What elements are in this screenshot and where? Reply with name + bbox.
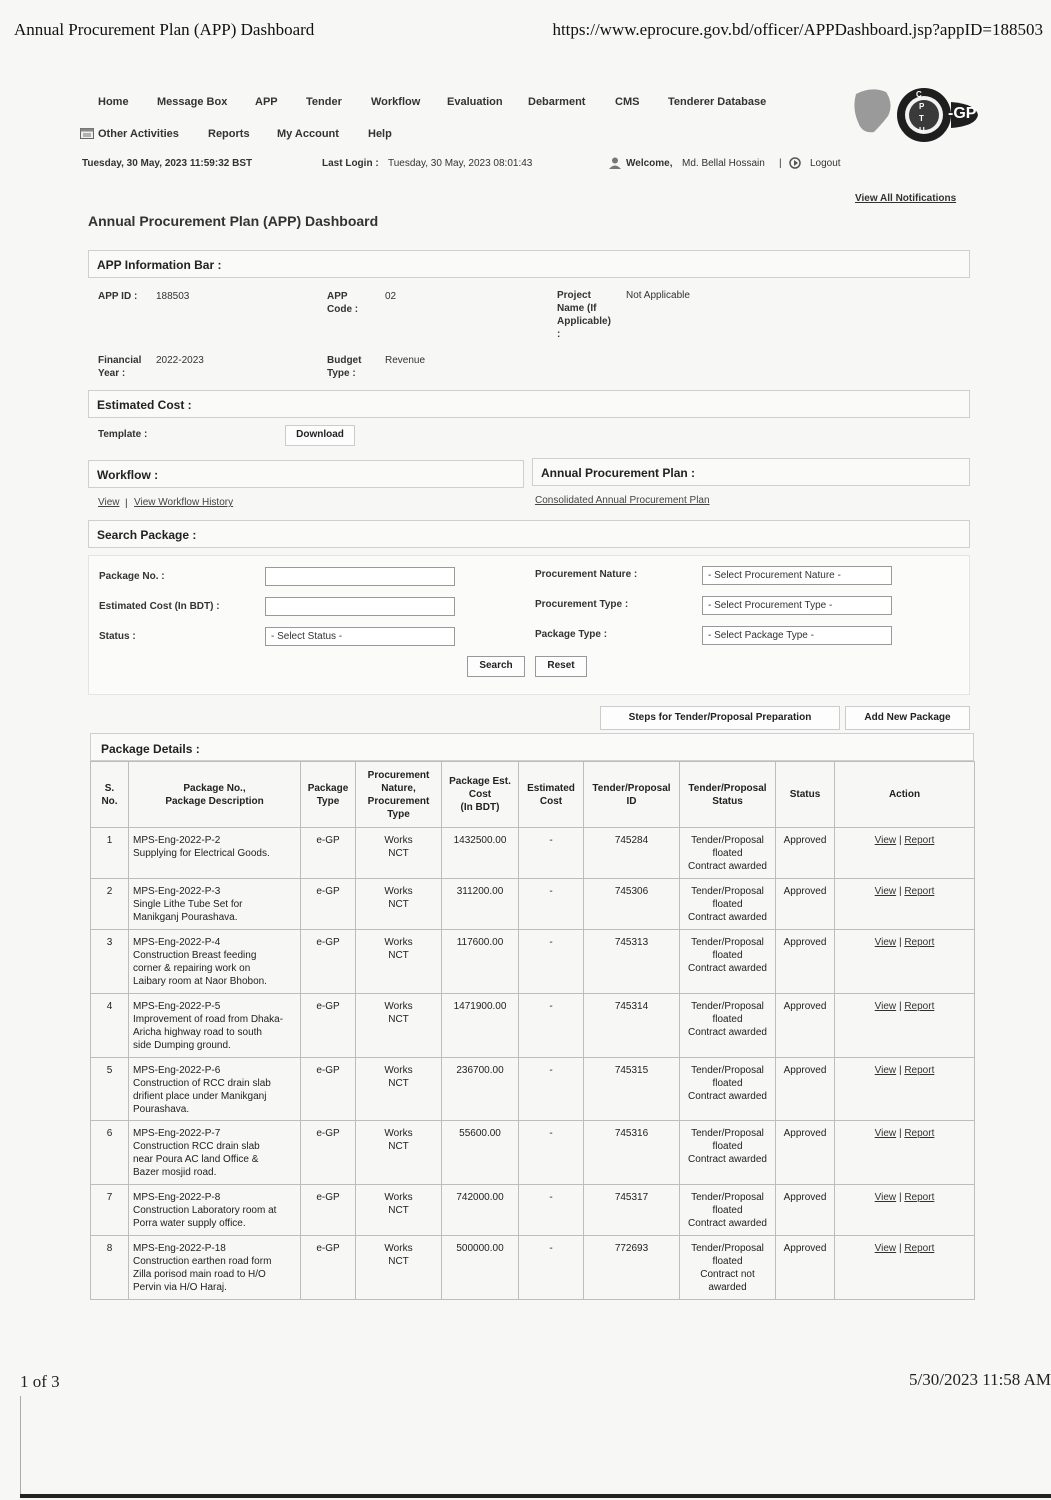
menu-debarment[interactable]: Debarment [528, 96, 586, 108]
logo-letter-u: U [919, 126, 925, 135]
cell-sno: 3 [91, 930, 129, 994]
budget-type-value: Revenue [385, 355, 426, 366]
logo-letter-t: T [919, 114, 924, 123]
table-row [91, 1058, 975, 1121]
cell-action: View | Report [835, 994, 975, 1058]
view-link[interactable]: View [874, 1001, 897, 1012]
steps-tender-preparation-button[interactable]: Steps for Tender/Proposal Preparation [600, 706, 840, 730]
cell-action: View | Report [835, 1236, 975, 1300]
budget-type-label-line2: Type : [327, 368, 356, 379]
cell-tender-id: 745317 [584, 1185, 680, 1236]
view-link[interactable]: View [874, 1128, 897, 1139]
project-label-line1: Project [557, 290, 591, 301]
report-link[interactable]: Report [904, 1243, 935, 1254]
cell-procurement-nature: Works NCT [356, 1121, 442, 1185]
cell-tender-id: 745284 [584, 828, 680, 879]
procurement-nature-select[interactable]: - Select Procurement Nature - [702, 566, 892, 585]
menu-workflow[interactable]: Workflow [371, 96, 421, 108]
project-label-line2: Name (If [557, 303, 597, 314]
cell-tender-status: Tender/Proposal floated Contract awarded [680, 879, 776, 930]
print-page-number: 1 of 3 [20, 1372, 60, 1391]
col-header-tender-id: Tender/Proposal ID [584, 762, 680, 828]
col-header-status: Status [776, 762, 835, 828]
cell-estimated-cost: - [519, 1236, 584, 1300]
report-link[interactable]: Report [904, 1192, 935, 1203]
package-no-label: Package No. : [99, 571, 165, 582]
procurement-nature-label: Procurement Nature : [535, 569, 638, 580]
template-label: Template : [98, 429, 148, 440]
col-header-estimated-cost: Estimated Cost [519, 762, 584, 828]
cell-est-cost: 55600.00 [442, 1121, 519, 1185]
table-row [91, 828, 975, 879]
cell-tender-status: Tender/Proposal floated Contract awarded [680, 1185, 776, 1236]
cell-tender-id: 745314 [584, 994, 680, 1058]
cell-estimated-cost: - [519, 1121, 584, 1185]
report-link[interactable]: Report [904, 1128, 935, 1139]
info-separator: | [779, 158, 782, 169]
menu-other-activities[interactable]: Other Activities [98, 128, 179, 140]
package-no-input[interactable] [265, 567, 455, 586]
calendar-icon [80, 127, 94, 142]
cell-tender-id: 745313 [584, 930, 680, 994]
budget-type-label-line1: Budget [327, 355, 362, 366]
cell-tender-status: Tender/Proposal floated Contract awarded [680, 994, 776, 1058]
package-details-table [90, 761, 975, 1300]
cell-package-type: e-GP [301, 994, 356, 1058]
cell-procurement-nature: Works NCT [356, 1236, 442, 1300]
cell-est-cost: 236700.00 [442, 1058, 519, 1121]
report-link[interactable]: Report [904, 937, 935, 948]
cell-sno: 5 [91, 1058, 129, 1121]
scan-bottom-edge [20, 1494, 1051, 1498]
cell-est-cost: 1471900.00 [442, 994, 519, 1058]
cell-package: MPS-Eng-2022-P-3 Single Lithe Tube Set for Manikganj Pourashava. [129, 879, 301, 930]
cell-tender-status: Tender/Proposal floated Contract awarded [680, 1058, 776, 1121]
welcome-user-name: Md. Bellal Hossain [682, 158, 765, 169]
view-link[interactable]: View [874, 886, 897, 897]
cell-package-type: e-GP [301, 1058, 356, 1121]
menu-home[interactable]: Home [98, 96, 129, 108]
print-header [14, 20, 1043, 44]
view-link[interactable]: View [874, 1192, 897, 1203]
user-icon [608, 156, 622, 173]
cell-status: Approved [776, 994, 835, 1058]
report-link[interactable]: Report [904, 835, 935, 846]
table-row [91, 930, 975, 994]
last-login-value: Tuesday, 30 May, 2023 08:01:43 [388, 158, 533, 169]
report-link[interactable]: Report [904, 886, 935, 897]
table-header-row [91, 762, 975, 828]
package-type-label: Package Type : [535, 629, 608, 640]
cell-tender-id: 745316 [584, 1121, 680, 1185]
package-details-title: Package Details : [90, 733, 974, 761]
print-page-title: Annual Procurement Plan (APP) Dashboard [14, 20, 315, 39]
app-id-label: APP ID : [98, 291, 138, 302]
view-link[interactable]: View [874, 835, 897, 846]
print-page-url: https://www.eprocure.gov.bd/officer/APPDashboard.jsp?appID=188503 [552, 20, 1043, 39]
cell-estimated-cost: - [519, 1058, 584, 1121]
app-code-value: 02 [385, 291, 397, 302]
cell-status: Approved [776, 1185, 835, 1236]
project-label-line4: : [557, 329, 561, 340]
menu-help[interactable]: Help [368, 128, 392, 140]
cell-action: View | Report [835, 828, 975, 879]
cell-package: MPS-Eng-2022-P-5 Improvement of road from Dhaka- Aricha highway road to south side Dumping ground. [129, 994, 301, 1058]
cell-package: MPS-Eng-2022-P-8 Construction Laboratory room at Porra water supply office. [129, 1185, 301, 1236]
cell-action: View | Report [835, 1121, 975, 1185]
cell-action: View | Report [835, 1058, 975, 1121]
menu-my-account[interactable]: My Account [277, 128, 339, 140]
cell-tender-id: 745315 [584, 1058, 680, 1121]
cell-sno: 2 [91, 879, 129, 930]
col-header-package: Package No., Package Description [129, 762, 301, 828]
app-code-label-line2: Code : [327, 304, 359, 315]
cell-package: MPS-Eng-2022-P-7 Construction RCC drain slab near Poura AC land Office & Bazer mosjid road. [129, 1121, 301, 1185]
workflow-title: Workflow : [97, 468, 159, 482]
logo-text: -GP [948, 105, 977, 122]
workflow-view-link[interactable]: View [98, 497, 120, 508]
cell-sno: 4 [91, 994, 129, 1058]
table-row [91, 994, 975, 1058]
annual-procurement-plan-title: Annual Procurement Plan : [541, 466, 696, 480]
package-details-section [90, 733, 974, 1300]
cell-procurement-nature: Works NCT [356, 1185, 442, 1236]
financial-year-label-line1: Financial [98, 355, 142, 366]
table-row [91, 1236, 975, 1300]
cell-estimated-cost: - [519, 994, 584, 1058]
estimated-cost-bdt-label: Estimated Cost (In BDT) : [99, 601, 220, 612]
menu-tender[interactable]: Tender [306, 96, 342, 108]
view-all-notifications-link[interactable]: View All Notifications [855, 193, 957, 204]
print-datetime: 5/30/2023 11:58 AM [909, 1370, 1051, 1389]
report-link[interactable]: Report [904, 1001, 935, 1012]
search-package-title: Search Package : [97, 528, 197, 542]
cell-est-cost: 742000.00 [442, 1185, 519, 1236]
search-button[interactable]: Search [467, 656, 525, 677]
app-code-label-line1: APP [327, 291, 348, 302]
cell-procurement-nature: Works NCT [356, 930, 442, 994]
view-workflow-history-link[interactable]: View Workflow History [134, 497, 234, 508]
cell-status: Approved [776, 1236, 835, 1300]
scan-edge-line [20, 1396, 21, 1494]
cell-status: Approved [776, 828, 835, 879]
cell-package-type: e-GP [301, 1185, 356, 1236]
procurement-type-select[interactable]: - Select Procurement Type - [702, 596, 892, 615]
cell-tender-status: Tender/Proposal floated Contract awarded [680, 930, 776, 994]
cell-action: View | Report [835, 1185, 975, 1236]
cell-est-cost: 1432500.00 [442, 828, 519, 879]
app-info-bar [88, 250, 970, 278]
cell-package: MPS-Eng-2022-P-6 Construction of RCC drain slab drifient place under Manikganj Pourashava. [129, 1058, 301, 1121]
financial-year-label-line2: Year : [98, 368, 126, 379]
cell-estimated-cost: - [519, 930, 584, 994]
table-row [91, 1121, 975, 1185]
cell-package: MPS-Eng-2022-P-18 Construction earthen road form Zilla porisod main road to H/O Pervin via H/O Haraj. [129, 1236, 301, 1300]
cell-est-cost: 117600.00 [442, 930, 519, 994]
cell-procurement-nature: Works NCT [356, 1058, 442, 1121]
project-name-value: Not Applicable [626, 290, 690, 301]
cell-status: Approved [776, 1058, 835, 1121]
cell-package-type: e-GP [301, 930, 356, 994]
cell-tender-status: Tender/Proposal floated Contract not awarded [680, 1236, 776, 1300]
cell-sno: 1 [91, 828, 129, 879]
estimated-cost-bar [88, 390, 970, 418]
cell-package: MPS-Eng-2022-P-4 Construction Breast feeding corner & repairing work on Laibary room at Naor Bhobon. [129, 930, 301, 994]
page-title: Annual Procurement Plan (APP) Dashboard [88, 213, 379, 229]
menu-message-box[interactable]: Message Box [157, 96, 228, 108]
egp-logo [852, 84, 980, 146]
report-link[interactable]: Report [904, 1065, 935, 1076]
cell-estimated-cost: - [519, 1185, 584, 1236]
view-link[interactable]: View [874, 1243, 897, 1254]
cell-tender-status: Tender/Proposal floated Contract awarded [680, 828, 776, 879]
estimated-cost-input[interactable] [265, 597, 455, 616]
logout-icon [789, 157, 802, 172]
cell-tender-status: Tender/Proposal floated Contract awarded [680, 1121, 776, 1185]
workflow-link-separator: | [125, 498, 128, 509]
logout-link[interactable]: Logout [810, 158, 841, 169]
last-login-label: Last Login : [322, 158, 379, 169]
cell-package-type: e-GP [301, 879, 356, 930]
cell-package-type: e-GP [301, 1121, 356, 1185]
cell-status: Approved [776, 930, 835, 994]
cell-est-cost: 311200.00 [442, 879, 519, 930]
workflow-bar [88, 460, 524, 488]
table-row [91, 879, 975, 930]
cell-procurement-nature: Works NCT [356, 879, 442, 930]
status-label: Status : [99, 631, 136, 642]
procurement-type-label: Procurement Type : [535, 599, 629, 610]
col-header-package-type: Package Type [301, 762, 356, 828]
package-type-select[interactable]: - Select Package Type - [702, 626, 892, 645]
current-datetime: Tuesday, 30 May, 2023 11:59:32 BST [82, 158, 253, 169]
download-button[interactable]: Download [285, 425, 355, 446]
logo-letter-c: C [916, 90, 922, 99]
cell-package: MPS-Eng-2022-P-2 Supplying for Electrical Goods. [129, 828, 301, 879]
estimated-cost-title: Estimated Cost : [97, 398, 192, 412]
logo-letter-p: P [919, 102, 925, 111]
annual-procurement-plan-bar [532, 458, 970, 486]
project-label-line3: Applicable) [557, 316, 611, 327]
cell-sno: 7 [91, 1185, 129, 1236]
cell-estimated-cost: - [519, 879, 584, 930]
consolidated-app-link[interactable]: Consolidated Annual Procurement Plan [535, 495, 710, 506]
view-link[interactable]: View [874, 937, 897, 948]
cell-estimated-cost: - [519, 828, 584, 879]
cell-status: Approved [776, 879, 835, 930]
cell-action: View | Report [835, 879, 975, 930]
cell-tender-id: 745306 [584, 879, 680, 930]
financial-year-value: 2022-2023 [156, 355, 204, 366]
cell-procurement-nature: Works NCT [356, 828, 442, 879]
cell-tender-id: 772693 [584, 1236, 680, 1300]
cell-sno: 6 [91, 1121, 129, 1185]
col-header-sno: S. No. [91, 762, 129, 828]
welcome-label: Welcome, [626, 158, 673, 169]
menu-evaluation[interactable]: Evaluation [447, 96, 503, 108]
view-link[interactable]: View [874, 1065, 897, 1076]
cell-action: View | Report [835, 930, 975, 994]
app-id-value: 188503 [156, 291, 190, 302]
col-header-procurement-nature: Procurement Nature, Procurement Type [356, 762, 442, 828]
app-info-bar-title: APP Information Bar : [97, 258, 222, 272]
cell-package-type: e-GP [301, 1236, 356, 1300]
col-header-action: Action [835, 762, 975, 828]
cell-package-type: e-GP [301, 828, 356, 879]
reset-button[interactable]: Reset [535, 656, 587, 677]
table-row [91, 1185, 975, 1236]
col-header-package-est-cost: Package Est. Cost (In BDT) [442, 762, 519, 828]
search-package-bar [88, 520, 970, 548]
cell-sno: 8 [91, 1236, 129, 1300]
status-select[interactable]: - Select Status - [265, 627, 455, 646]
add-new-package-button[interactable]: Add New Package [845, 706, 970, 730]
menu-cms[interactable]: CMS [615, 96, 640, 108]
cell-procurement-nature: Works NCT [356, 994, 442, 1058]
col-header-tender-status: Tender/Proposal Status [680, 762, 776, 828]
menu-tenderer-database[interactable]: Tenderer Database [668, 96, 767, 108]
menu-app[interactable]: APP [255, 96, 278, 108]
cell-est-cost: 500000.00 [442, 1236, 519, 1300]
cell-status: Approved [776, 1121, 835, 1185]
menu-reports[interactable]: Reports [208, 128, 250, 140]
